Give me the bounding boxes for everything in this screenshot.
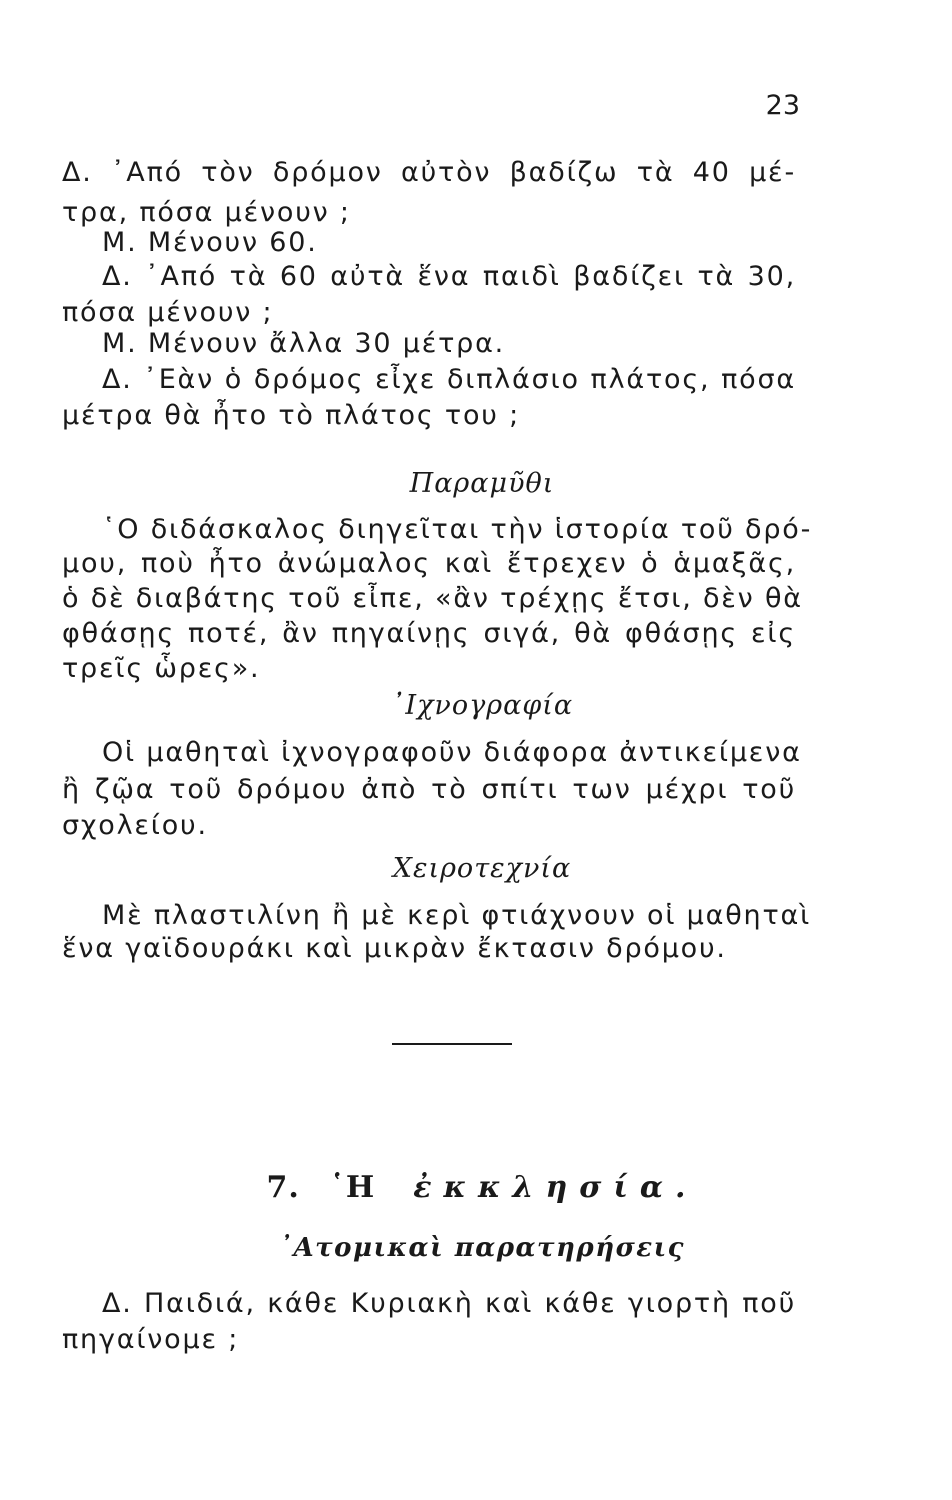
handicraft-heading: Χειροτεχνία bbox=[392, 853, 572, 884]
tracing-heading: ᾿Ιχνογραφία bbox=[390, 690, 574, 721]
observations-heading: ᾿Ατομικαὶ παρατηρήσεις bbox=[278, 1233, 686, 1263]
fairy-tale-line: μου, ποὺ ἦτο ἀνώμαλος καὶ ἔτρεχεν ὁ ἁμαξᾶς, bbox=[62, 548, 796, 579]
fairy-tale-line: ῾Ο διδάσκαλος διηγεῖται τὴν ἱστορία τοῦ δρό- bbox=[102, 514, 813, 545]
dialogue-line: Μ. Μένουν ἄλλα 30 μέτρα. bbox=[102, 328, 506, 359]
observations-line: πηγαίνομε ; bbox=[62, 1324, 240, 1355]
dialogue-line: τρα, πόσα μένουν ; bbox=[62, 197, 351, 228]
section-divider bbox=[392, 1043, 512, 1045]
tracing-line: Οἱ μαθηταὶ ἰχνογραφοῦν διάφορα ἀντικείμενα bbox=[102, 737, 802, 768]
tracing-line: ἢ ζῷα τοῦ δρόμου ἀπὸ τὸ σπίτι των μέχρι τοῦ bbox=[62, 774, 796, 805]
fairy-tale-heading: Παραμῦθι bbox=[409, 468, 555, 499]
dialogue-line: Δ. ᾿Από τὰ 60 αὐτὰ ἕνα παιδὶ βαδίζει τὰ 30, bbox=[102, 261, 796, 292]
dialogue-line: Δ. ᾿Από τὸν δρόμον αὐτὸν βαδίζω τὰ 40 μέ- bbox=[62, 157, 796, 188]
dialogue-line: μέτρα θὰ ἦτο τὸ πλάτος του ; bbox=[62, 400, 520, 431]
observations-line: Δ. Παιδιά, κάθε Κυριακὴ καὶ κάθε γιορτὴ ποῦ bbox=[102, 1288, 796, 1319]
handicraft-line: ἕνα γαϊδουράκι καὶ μικρὰν ἔκτασιν δρόμου. bbox=[62, 933, 727, 964]
fairy-tale-line: τρεῖς ὧρες». bbox=[62, 653, 261, 684]
fairy-tale-line: ὁ δὲ διαβάτης τοῦ εἶπε, «ἂν τρέχῃς ἔτσι, δὲν θὰ bbox=[62, 583, 803, 614]
page-number: 23 bbox=[765, 90, 800, 121]
handicraft-line: Μὲ πλαστιλίνη ἢ μὲ κερὶ φτιάχνουν οἱ μαθηταὶ bbox=[102, 900, 812, 931]
chapter-number: 7. bbox=[266, 1170, 300, 1205]
dialogue-line: πόσα μένουν ; bbox=[62, 297, 274, 328]
fairy-tale-line: φθάσῃς ποτέ, ἂν πηγαίνῃς σιγά, θὰ φθάσῃς εἰς bbox=[62, 618, 796, 649]
tracing-line: σχολείου. bbox=[62, 810, 208, 841]
dialogue-line: Μ. Μένουν 60. bbox=[102, 227, 318, 258]
chapter-article: ῾Η bbox=[329, 1170, 376, 1205]
chapter-title bbox=[62, 1170, 902, 1205]
chapter-name: ἐκκλησία. bbox=[413, 1170, 698, 1205]
dialogue-line: Δ. ᾿Εὰν ὁ δρόμος εἶχε διπλάσιο πλάτος, πόσα bbox=[102, 364, 796, 395]
